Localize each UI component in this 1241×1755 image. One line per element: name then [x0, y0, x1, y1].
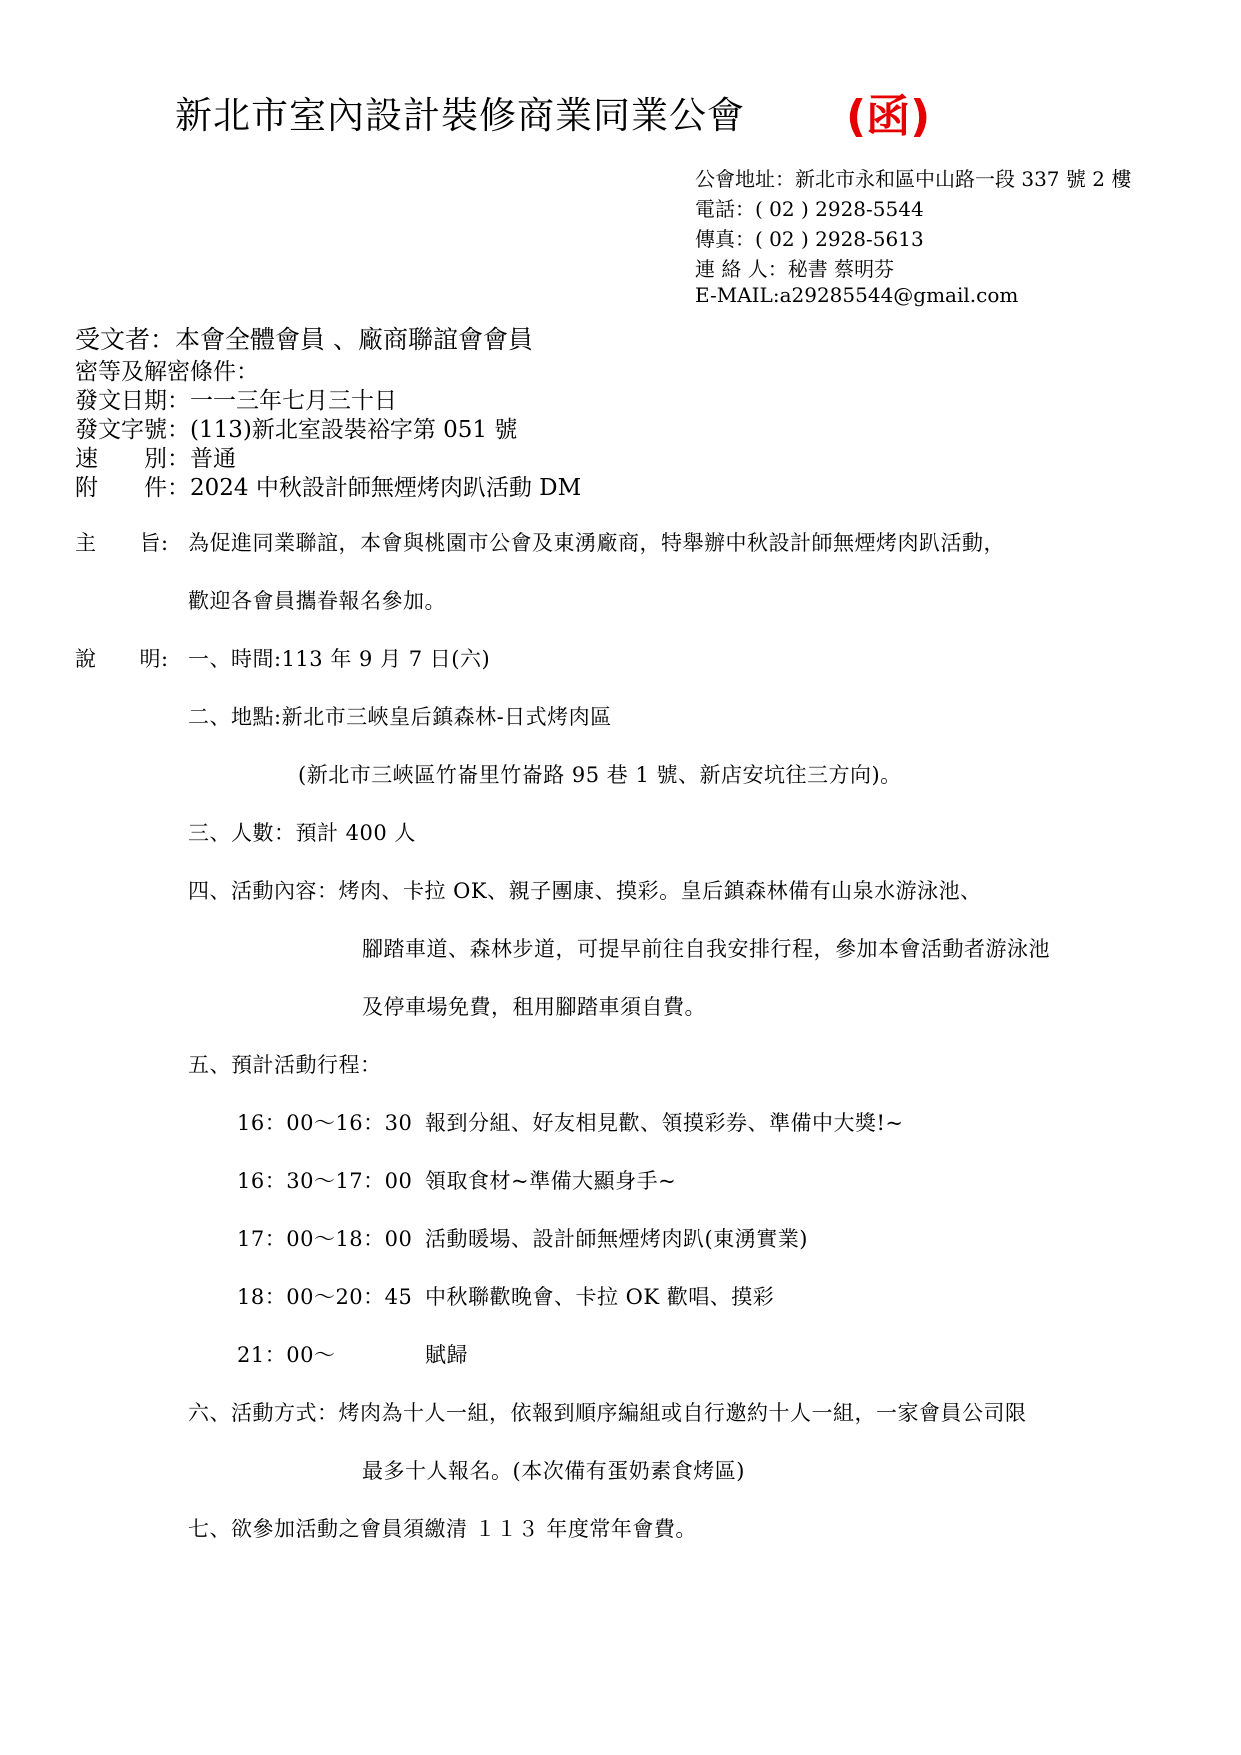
contact-email: E-MAIL:a29285544@gmail.com [695, 283, 1019, 307]
explanation-item-location-address: (新北市三峽區竹崙里竹崙路 95 巷 1 號、新店安坑往三方向)。 [298, 763, 902, 787]
speed-line: 速 別：普通 [75, 446, 236, 472]
subject-label: 主 旨: [75, 531, 169, 555]
schedule-time: 17：00～18：00 [237, 1227, 413, 1251]
explanation-item-schedule-heading: 五、預計活動行程： [188, 1053, 382, 1077]
schedule-desc: 領取食材~準備大顯身手~ [425, 1169, 677, 1193]
explanation-item-content-line1: 四、活動內容：烤肉、卡拉 OK、親子團康、摸彩。皇后鎮森林備有山泉水游泳池、 [188, 879, 982, 903]
schedule-desc: 賦歸 [425, 1343, 468, 1367]
contact-fax: 傳真：( 02 ) 2928-5613 [695, 227, 924, 251]
schedule-time: 18：00～20：45 [237, 1285, 413, 1309]
document-type-label: (函) [846, 91, 931, 142]
contact-person: 連 絡 人：秘書 蔡明芬 [695, 257, 895, 281]
schedule-time: 16：00～16：30 [237, 1111, 413, 1135]
schedule-desc: 活動暖場、設計師無煙烤肉趴(東湧實業) [425, 1227, 808, 1251]
contact-address: 公會地址：新北市永和區中山路一段 337 號 2 樓 [695, 167, 1132, 191]
attachment-line: 附 件：2024 中秋設計師無煙烤肉趴活動 DM [75, 475, 582, 501]
explanation-item-location: 二、地點:新北市三峽皇后鎮森林-日式烤肉區 [188, 705, 612, 729]
recipient-line: 受文者：本會全體會員 、廠商聯誼會會員 [75, 325, 533, 354]
schedule-time: 16：30～17：00 [237, 1169, 413, 1193]
explanation-item-content-line3: 及停車場免費，租用腳踏車須自費。 [362, 995, 706, 1019]
explanation-item-attendance: 三、人數：預計 400 人 [188, 821, 416, 845]
explanation-item-content-line2: 腳踏車道、森林步道，可提早前往自我安排行程，參加本會活動者游泳池 [362, 937, 1050, 961]
organization-title: 新北市室內設計裝修商業同業公會 [175, 94, 745, 137]
explanation-item-method-line2: 最多十人報名。(本次備有蛋奶素食烤區) [362, 1459, 745, 1483]
issue-date-line: 發文日期：一一三年七月三十日 [75, 388, 397, 414]
explanation-item-time: 一、時間:113 年 9 月 7 日(六) [188, 647, 491, 671]
schedule-time: 21：00～ [237, 1343, 336, 1367]
issue-number-line: 發文字號：(113)新北室設裝裕字第 051 號 [75, 417, 518, 443]
schedule-desc: 中秋聯歡晚會、卡拉 OK 歡唱、摸彩 [425, 1285, 775, 1309]
schedule-desc: 報到分組、好友相見歡、領摸彩券、準備中大獎!~ [425, 1111, 904, 1135]
subject-text-line1: 為促進同業聯誼，本會與桃園市公會及東湧廠商，特舉辦中秋設計師無煙烤肉趴活動， [188, 531, 1005, 555]
explanation-label: 說 明: [75, 647, 169, 671]
subject-text-line2: 歡迎各會員攜眷報名參加。 [188, 589, 446, 613]
explanation-item-method-line1: 六、活動方式：烤肉為十人一組，依報到順序編組或自行邀約十人一組，一家會員公司限 [188, 1401, 1027, 1425]
contact-phone: 電話：( 02 ) 2928-5544 [695, 197, 924, 221]
explanation-item-membership-fee: 七、欲參加活動之會員須繳清 １１３ 年度常年會費。 [188, 1517, 697, 1541]
security-line: 密等及解密條件： [75, 359, 259, 385]
